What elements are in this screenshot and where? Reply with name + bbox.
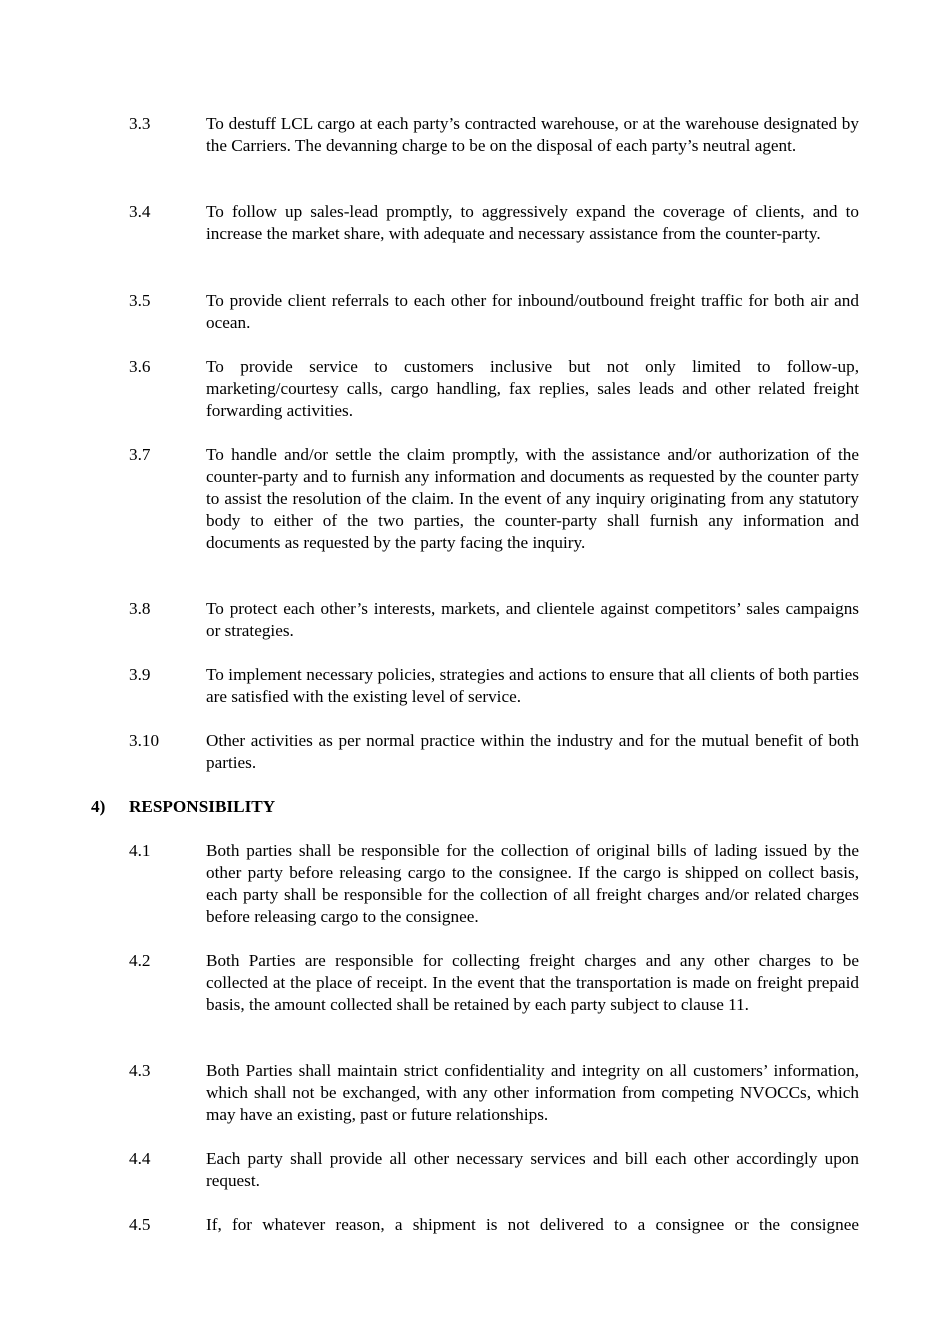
clause-number: 3.3 bbox=[129, 114, 151, 133]
clause-number: 4.5 bbox=[129, 1215, 151, 1234]
clause-number: 3.7 bbox=[129, 445, 151, 464]
clause-number: 3.8 bbox=[129, 599, 151, 618]
clause-text: To follow up sales-lead promptly, to aggressively expand the coverage of clients, and to increase the market share, with adequate and necessary assistance from the counter-party. bbox=[206, 202, 859, 243]
clause-text: To implement necessary policies, strategies and actions to ensure that all clients of both parties are satisfied with the existing level of service. bbox=[206, 665, 859, 706]
clause-text: Both Parties are responsible for collecting freight charges and any other charges to be collected at the place of receipt. In the event that the transportation is made on freight prepaid basis, the amount collected shall be retained by each party subject to clause 11. bbox=[206, 951, 859, 1014]
clause-text: To provide client referrals to each other for inbound/outbound freight traffic for both air and ocean. bbox=[206, 291, 859, 332]
clause-3-7 bbox=[129, 444, 859, 554]
clause-text: Each party shall provide all other necessary services and bill each other accordingly upon request. bbox=[206, 1149, 859, 1190]
clause-text: Both parties shall be responsible for the collection of original bills of lading issued by the other party before releasing cargo to the consignee. If the cargo is shipped on collect basis, each party shall be responsible for the collection of all freight charges and/or related charges before releasing cargo to the consignee. bbox=[206, 841, 859, 926]
clause-4-3 bbox=[129, 1060, 859, 1126]
clause-text: To protect each other’s interests, markets, and clientele against competitors’ sales campaigns or strategies. bbox=[206, 599, 859, 640]
clause-3-3 bbox=[129, 113, 859, 157]
clause-number: 3.6 bbox=[129, 357, 151, 376]
clause-text: To provide service to customers inclusive but not only limited to follow-up, marketing/courtesy calls, cargo handling, fax replies, sales leads and other related freight forwarding activities. bbox=[206, 357, 859, 420]
clause-text: To handle and/or settle the claim promptly, with the assistance and/or authorization of the counter-party and to furnish any information and documents as requested by the counter party to assist the resolution of the claim. In the event of any inquiry originating from any statutory body to either of the two parties, the counter-party shall furnish any information and documents as requested by the party facing the inquiry. bbox=[206, 445, 859, 552]
clause-number: 4.3 bbox=[129, 1061, 151, 1080]
clause-3-4 bbox=[129, 201, 859, 245]
clause-3-6 bbox=[129, 356, 859, 422]
clause-4-2 bbox=[129, 950, 859, 1016]
section-title: RESPONSIBILITY bbox=[129, 797, 276, 816]
clause-number: 4.4 bbox=[129, 1149, 151, 1168]
clause-number: 3.10 bbox=[129, 731, 160, 750]
clause-text: Both Parties shall maintain strict confidentiality and integrity on all customers’ information, which shall not be exchanged, with any other information from competing NVOCCs, which may have an existing, past or future relationships. bbox=[206, 1061, 859, 1124]
clause-number: 3.4 bbox=[129, 202, 151, 221]
clause-3-5 bbox=[129, 290, 859, 334]
clause-4-1 bbox=[129, 840, 859, 928]
section-number: 4) bbox=[91, 797, 106, 816]
clause-number: 3.5 bbox=[129, 291, 151, 310]
clause-number: 4.1 bbox=[129, 841, 151, 860]
clause-number: 3.9 bbox=[129, 665, 151, 684]
clause-3-10 bbox=[129, 730, 859, 774]
clause-3-9 bbox=[129, 664, 859, 708]
clause-4-4 bbox=[129, 1148, 859, 1192]
clause-text: If, for whatever reason, a shipment is not delivered to a consignee or the consignee bbox=[206, 1215, 859, 1234]
clause-text: Other activities as per normal practice within the industry and for the mutual benefit of both parties. bbox=[206, 731, 859, 772]
clause-3-8 bbox=[129, 598, 859, 642]
section-heading bbox=[91, 796, 275, 818]
clause-4-5 bbox=[129, 1214, 859, 1236]
clause-text: To destuff LCL cargo at each party’s contracted warehouse, or at the warehouse designated by the Carriers. The devanning charge to be on the disposal of each party’s neutral agent. bbox=[206, 114, 859, 155]
clause-number: 4.2 bbox=[129, 951, 151, 970]
